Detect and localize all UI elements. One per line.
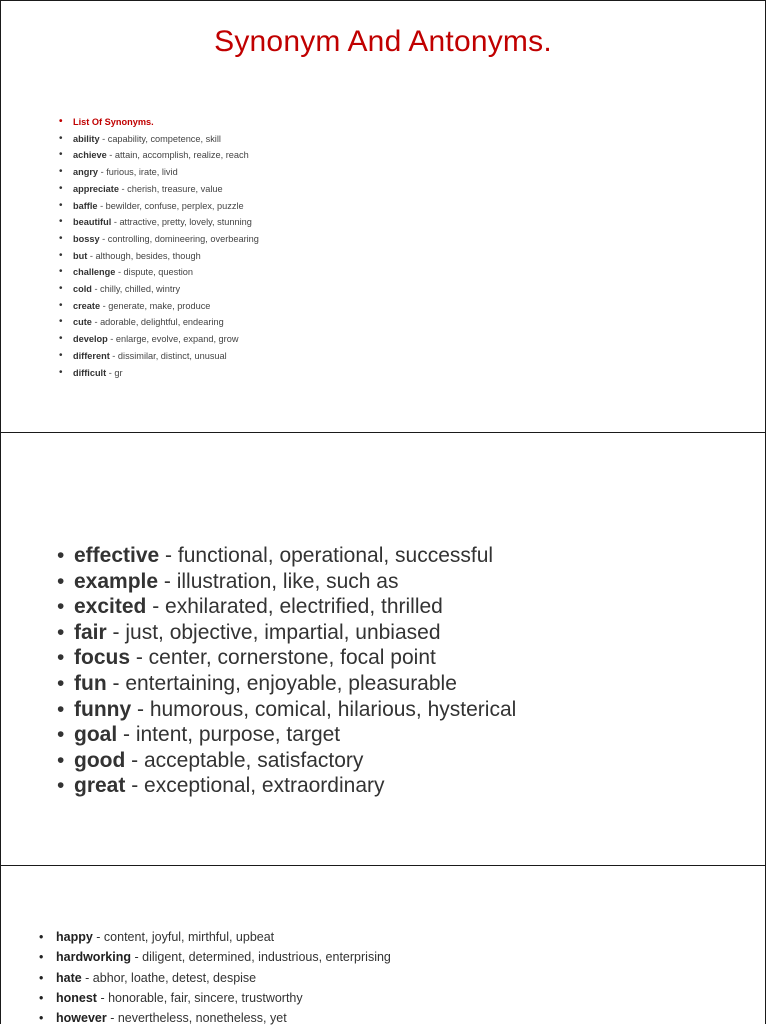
entry-word: hardworking [56,950,132,965]
synonym-list-1 [59,114,259,381]
bullet-icon: • [57,569,65,593]
entry-synonyms: - capability, competence, skill [99,133,221,144]
entry-synonyms: - entertaining, enjoyable, pleasurable [106,671,457,695]
bullet-icon: • [57,671,65,695]
bullet-icon: • [59,232,63,244]
slide-2 [0,432,766,866]
bullet-icon: • [59,182,63,194]
bullet-icon: • [57,697,65,721]
entry-word: fair [74,620,107,644]
bullet-icon: • [59,216,63,228]
bullet-icon: • [59,299,63,311]
list-item [59,131,259,148]
list-heading-text: List Of Synonyms. [73,117,154,127]
bullet-icon: • [59,166,63,178]
entry-synonyms: - enlarge, evolve, expand, grow [107,334,239,345]
list-item [57,594,516,620]
entry-synonyms: - nevertheless, nonetheless, yet [106,1011,287,1026]
page-title: Synonym And Antonyms. [214,25,552,58]
list-item [59,214,259,231]
entry-synonyms: - attain, accomplish, realize, reach [106,150,249,161]
bullet-icon: • [59,199,63,211]
bullet-icon: • [57,595,65,619]
list-item [57,697,516,723]
entry-word: difficult [73,367,107,378]
entry-word: goal [74,723,118,747]
entry-synonyms: - adorable, delightful, endearing [91,317,224,328]
bullet-icon: • [59,249,63,261]
bullet-icon: • [57,620,65,644]
list-item [39,947,391,967]
entry-synonyms: - honorable, fair, sincere, trustworthy [96,990,303,1005]
list-item [39,968,391,988]
synonym-list-3 [39,927,391,1028]
entry-synonyms: - intent, purpose, target [117,723,341,747]
bullet-icon: • [57,774,65,798]
bullet-icon: • [39,1011,44,1026]
entry-word: hate [56,970,82,985]
list-item [59,181,259,198]
bullet-icon: • [59,132,63,144]
list-item [59,248,259,265]
bullet-icon: • [59,283,63,295]
entry-synonyms: - bewilder, confuse, perplex, puzzle [97,200,244,211]
entry-word: challenge [73,267,116,278]
entry-synonyms: - furious, irate, livid [98,167,178,178]
entry-synonyms: - humorous, comical, hilarious, hysterical [131,697,517,721]
entry-word: honest [56,990,97,1005]
bullet-icon: • [57,544,65,567]
list-item [57,569,516,595]
bullet-icon: • [39,970,44,985]
entry-synonyms: - exceptional, extraordinary [125,774,385,798]
list-item [57,773,516,799]
bullet-icon: • [59,349,63,361]
bullet-icon: • [39,950,44,965]
synonym-list-2 [57,543,516,799]
bullet-icon: • [57,723,65,747]
entry-word: effective [74,544,160,567]
slide-1 [0,0,766,433]
entry-synonyms: - abhor, loathe, detest, despise [81,970,257,985]
entry-synonyms: - content, joyful, mirthful, upbeat [92,930,275,944]
entry-word: great [74,774,126,798]
list-item [59,314,259,331]
entry-synonyms: - just, objective, impartial, unbiased [106,620,441,644]
entry-word: bossy [73,233,100,244]
list-item [57,645,516,671]
entry-word: different [73,350,110,361]
entry-word: angry [73,167,99,178]
list-item [59,348,259,365]
list-item [57,543,516,569]
entry-synonyms: - attractive, pretty, lovely, stunning [111,217,252,228]
entry-word: create [73,300,101,311]
bullet-icon: • [59,316,63,328]
entry-word: develop [73,334,108,345]
bullet-icon: • [59,333,63,345]
entry-word: example [74,569,159,593]
list-item [59,365,259,382]
entry-word: cold [73,284,92,295]
list-item [59,331,259,348]
bullet-icon: • [59,149,63,161]
entry-word: cute [73,317,92,328]
entry-synonyms: - acceptable, satisfactory [125,748,364,772]
list-item [59,231,259,248]
entry-synonyms: - functional, operational, successful [159,544,494,567]
bullet-icon: • [39,990,44,1005]
bullet-icon: • [59,366,63,378]
bullet-icon: • [57,748,65,772]
bullet-icon: • [59,116,63,127]
entry-word: appreciate [73,183,119,194]
list-item [57,671,516,697]
list-item [57,722,516,748]
entry-word: good [74,748,126,772]
bullet-icon: • [39,930,44,944]
slide-3 [0,865,766,1024]
list-item [59,147,259,164]
entry-synonyms: - dispute, question [115,267,194,278]
entry-word: but [73,250,88,261]
entry-word: achieve [73,150,107,161]
entry-word: excited [74,595,147,619]
entry-synonyms: - chilly, chilled, wintry [91,284,181,295]
entry-word: however [56,1011,107,1026]
list-item [39,1008,391,1028]
entry-word: funny [74,697,132,721]
list-item [39,988,391,1008]
entry-synonyms: - controlling, domineering, overbearing [99,233,259,244]
entry-synonyms: - dissimilar, distinct, unusual [109,350,227,361]
list-item [57,620,516,646]
list-item [59,264,259,281]
list-item [57,748,516,774]
entry-word: beautiful [73,217,112,228]
entry-word: baffle [73,200,98,211]
entry-word: ability [73,133,100,144]
list-item [59,298,259,315]
list-item [39,927,391,947]
entry-word: focus [74,646,131,670]
entry-word: happy [56,930,93,944]
entry-synonyms: - center, cornerstone, focal point [130,646,436,670]
entry-synonyms: - gr [106,367,123,378]
entry-word: fun [74,671,107,695]
list-item [59,198,259,215]
list-item [59,281,259,298]
list-item [59,164,259,181]
bullet-icon: • [59,266,63,278]
entry-synonyms: - illustration, like, such as [158,569,399,593]
entry-synonyms: - although, besides, though [87,250,201,261]
entry-synonyms: - diligent, determined, industrious, enterprising [131,950,391,965]
entry-synonyms: - cherish, treasure, value [118,183,223,194]
entry-synonyms: - generate, make, produce [100,300,211,311]
bullet-icon: • [57,646,65,670]
list-heading [59,114,259,131]
entry-synonyms: - exhilarated, electrified, thrilled [146,595,443,619]
